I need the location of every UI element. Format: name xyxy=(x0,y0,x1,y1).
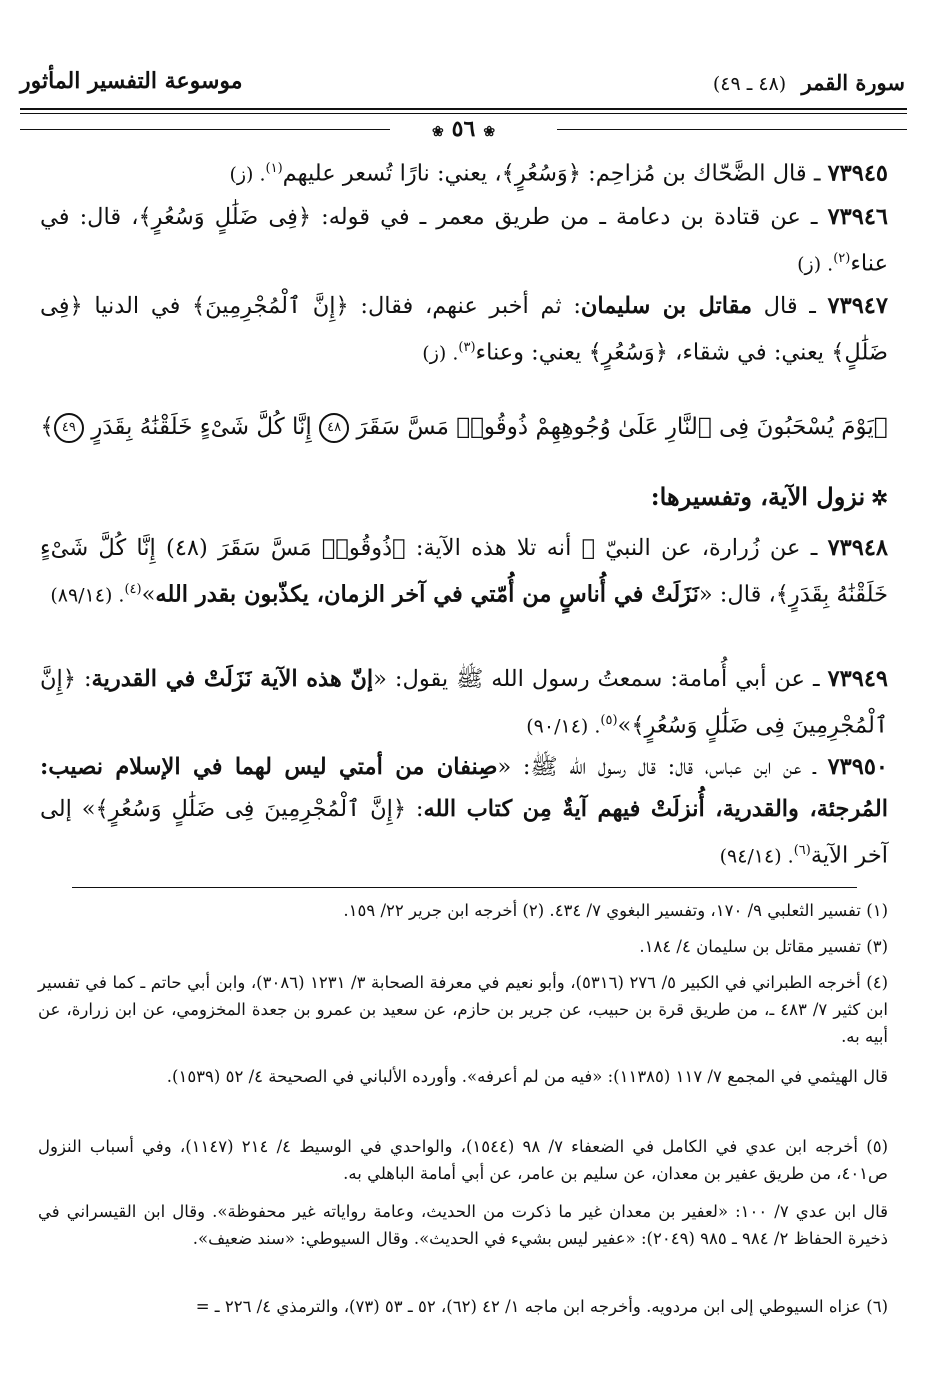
footnote-3: (٣) تفسير مقاتل بن سليمان ٤/ ١٨٤. xyxy=(639,937,888,956)
hadith-quote: إنّ هذه الآية نَزَلَتْ في القدرية xyxy=(91,666,374,692)
entry-73947 xyxy=(40,285,888,375)
section-title-text: نزول الآية، وتفسيرها: xyxy=(650,482,866,511)
entry-tail: . (ز) xyxy=(797,253,834,276)
hadith-text: ـ عن ابن عباس، قال: قال رسول الله ﷺ: « xyxy=(497,754,828,780)
page-header xyxy=(20,70,905,110)
verse-close: ﴾ xyxy=(40,414,54,440)
entry-text: : ثم أخبر عنهم، فقال: ﴿إِنَّ ٱلْمُجْرِمِينَ﴾ في الدنيا ﴿فِى ضَلَٰلٍ﴾ يعني: في شقاء، ﴿وَسُعُرٍ﴾ يعني: وعناء xyxy=(40,293,888,366)
hadith-quote: صِنفان من أمتي ليس لهما في الإسلام نصيب: المُرجئة، والقدرية، أُنزلَتْ فيهم آيةٌ مِن كتاب الله xyxy=(40,754,888,822)
entry-tail: . (ز) xyxy=(422,342,459,365)
hadith-text: : ﴿إِنَّ ٱلْمُجْرِمِينَ فِى ضَلَٰلٍ وَسُعُرٍ﴾» xyxy=(40,666,888,739)
ornament-icon: ❀ xyxy=(431,124,444,140)
verse-text: ﴿يَوْمَ يُسْحَبُونَ فِى ٱلنَّارِ عَلَىٰ وُجُوهِهِمْ ذُوقُوا۟ مَسَّ سَقَرَ xyxy=(356,414,888,440)
header-rule xyxy=(20,108,907,110)
hadith-73950 xyxy=(40,746,888,878)
hadith-text: : ﴿إِنَّ ٱلْمُجْرِمِينَ فِى ضَلَٰلٍ وَسُعُرٍ﴾» إلى آخر الآية xyxy=(40,796,888,869)
footnote-separator xyxy=(72,887,857,888)
surah-name: سورة القمر xyxy=(801,70,905,95)
quran-verse xyxy=(40,405,888,449)
ayah-range: (٤٨ ـ ٤٩) xyxy=(712,73,787,95)
section-title xyxy=(40,475,888,520)
entry-tail: . (ز) xyxy=(229,163,266,186)
verse-number-marker: ٤٨ xyxy=(319,413,349,443)
footnote-ref[interactable]: (٥) xyxy=(600,713,618,728)
entry-number: ٧٣٩٥٠ xyxy=(827,754,888,780)
footnote-4: (٤) أخرجه الطبراني في الكبير ٥/ ٢٧٦ (٥٣١٦)، وأبو نعيم في معرفة الصحابة ٣/ ١٢٣١ (٣٠٨٦)، وابن أبي حاتم ـ كما في تفسير ابن كثير ٧/ ٤٨٣ ـ، من طريق قرة بن حبيب، عن جرير بن حازم، عن سعيد بن عمرو بن جعدة المخزومي، عن ابن زرارة، عن أبيه به. xyxy=(38,973,888,1046)
entry-text: ـ قال الضَّحّاك بن مُزاحِم: ﴿وَسُعُرٍ﴾، يعني: نارًا تُسعر عليهم xyxy=(282,160,828,187)
entry-tail: . (٨٩/١٤) xyxy=(50,584,125,607)
entry-number: ٧٣٩٤٨ xyxy=(827,535,888,561)
quote-close: » xyxy=(141,581,156,608)
footnote-6: (٦) عزاه السيوطي إلى ابن مردويه. وأخرجه ابن ماجه ١/ ٤٢ (٦٢)، ٥٢ ـ ٥٣ (٧٣)، والترمذي ٤/ ٢٢٦ ـ = xyxy=(195,1297,888,1316)
hadith-quote: نَزَلَتْ في أُناسٍ من أُمّتي في آخر الزمان، يكذّبون بقدر الله xyxy=(155,581,699,608)
footnote-ref[interactable]: (٢) xyxy=(833,251,851,266)
entry-number: ٧٣٩٤٥ xyxy=(827,160,888,187)
entry-73946 xyxy=(40,196,888,286)
header-rule-thin xyxy=(20,113,907,114)
star-ornament-icon: ✲ xyxy=(871,486,888,510)
hadith-73948 xyxy=(40,527,888,617)
entry-number: ٧٣٩٤٧ xyxy=(827,293,888,319)
footnote-ref[interactable]: (٣) xyxy=(458,340,476,355)
entry-73945 xyxy=(40,148,888,196)
entry-tail: . (٩٠/١٤) xyxy=(526,715,601,738)
footnote-ref[interactable]: (٦) xyxy=(793,843,811,858)
entry-number: ٧٣٩٤٩ xyxy=(827,666,888,692)
footnote-4-comment: قال الهيثمي في المجمع ٧/ ١١٧ (١١٣٨٥): «فيه من لم أعرفه». وأورده الألباني في الصحيحة ٤/ ٥٢ (١٥٣٩). xyxy=(166,1067,888,1086)
hadith-73949 xyxy=(40,658,888,748)
book-title: موسوعة التفسير المأثور xyxy=(20,68,243,94)
footnote-ref[interactable]: (٤) xyxy=(124,582,142,597)
hadith-text: ـ عن أبي أُمامة: سمعتُ رسول الله ﷺ يقول: « xyxy=(373,666,828,692)
entry-text: ـ عن قتادة بن دعامة ـ من طريق معمر ـ في قوله: ﴿فِى ضَلَٰلٍ وَسُعُرٍ﴾، قال: في عناء xyxy=(40,204,888,277)
entry-text: ـ قال xyxy=(752,293,828,319)
footnote-1-2: (١) تفسير الثعلبي ٩/ ١٧٠، وتفسير البغوي ٧/ ٤٣٤. (٢) أخرجه ابن جرير ٢٢/ ١٥٩. xyxy=(343,901,888,920)
entry-author: مقاتل بن سليمان xyxy=(580,293,753,319)
footnote-ref[interactable]: (١) xyxy=(265,161,283,176)
surah-title xyxy=(713,70,905,95)
page-number-value: ٥٦ xyxy=(451,116,476,142)
page-number xyxy=(0,116,927,142)
entry-tail: . (٩٤/١٤) xyxy=(719,845,794,868)
verse-number-marker: ٤٩ xyxy=(54,413,84,443)
entry-number: ٧٣٩٤٦ xyxy=(827,204,888,230)
ornament-icon: ❀ xyxy=(483,124,496,140)
page-number-row xyxy=(0,116,927,146)
verse-text: إِنَّا كُلَّ شَىْءٍ خَلَقْنَٰهُ بِقَدَرٍ xyxy=(91,414,312,440)
hadith-text: ـ عن زُرارة، عن النبيّ ﷺ أنه تلا هذه الآية: ﴿ذُوقُوا۟ مَسَّ سَقَرَ (٤٨) إِنَّا كُلَّ شَىْءٍ خَلَقْنَٰهُ بِقَدَرٍ﴾، قال: « xyxy=(40,535,888,608)
footnote-5-comment: قال ابن عدي ٧/ ١٠٠: «لعفير بن معدان غير ما ذكرت من الحديث، وعامة رواياته غير محفوظة». وقال ابن القيسراني في ذخيرة الحفاظ ٢/ ٩٨٤ ـ ٩٨٥ (٢٠٤٩): «عفير ليس بشيء في الحديث». وقال السيوطي: «سند ضعيف». xyxy=(38,1202,888,1248)
footnote-5: (٥) أخرجه ابن عدي في الكامل في الضعفاء ٧/ ٩٨ (١٥٤٤)، والواحدي في الوسيط ٤/ ٢١٤ (١١٤٧)، وفي أسباب النزول ص٤٠١، من طريق عفير بن معدان، عن سليم بن عامر، عن أبي أمامة الباهلي به. xyxy=(38,1137,888,1183)
